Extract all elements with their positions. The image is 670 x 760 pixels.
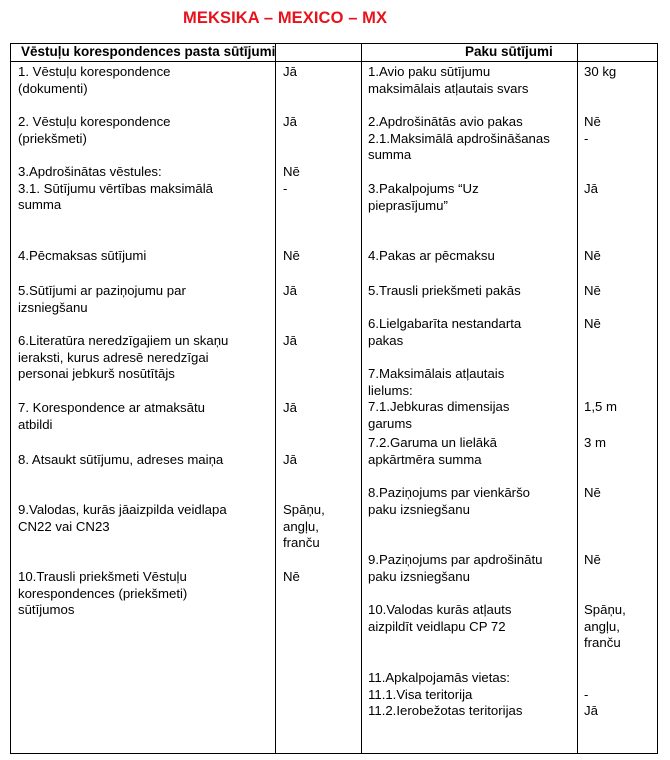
parcels-label-10: 10.Valodas kurās atļauts aizpildīt veidlapu CP 72 bbox=[368, 602, 512, 634]
letters-value-1: Jā bbox=[283, 64, 297, 79]
parcels-value-8: Nē bbox=[584, 485, 601, 500]
parcels-value-2: Nē - bbox=[584, 114, 601, 146]
page-title: MEKSIKA – MEXICO – MX bbox=[183, 9, 388, 27]
letters-value-8: Jā bbox=[283, 452, 297, 467]
parcels-label-2: 2.Apdrošinātās avio pakas 2.1.Maksimālā apdrošināšanas summa bbox=[368, 114, 550, 163]
letters-value-4: Nē bbox=[283, 248, 300, 263]
letters-label-8: 8. Atsaukt sūtījumu, adreses maiņa bbox=[18, 452, 224, 467]
parcels-label-4: 4.Pakas ar pēcmaksu bbox=[368, 248, 495, 263]
parcels-value-7: 1,5 m bbox=[584, 399, 617, 415]
letters-value-7: Jā bbox=[283, 400, 297, 415]
letters-label-9: 9.Valodas, kurās jāaizpilda veidlapa CN22 vai CN23 bbox=[18, 502, 227, 534]
parcels-label-1: 1.Avio paku sūtījumu maksimālais atļautais svars bbox=[368, 64, 529, 96]
header-divider bbox=[10, 61, 658, 62]
parcels-label-8: 8.Paziņojums par vienkāršo paku izsniegšanu bbox=[368, 485, 530, 517]
letters-value-9: Spāņu, angļu, franču bbox=[283, 502, 325, 551]
parcels-value-9: Nē bbox=[584, 552, 601, 567]
parcels-value-5: Nē bbox=[584, 283, 601, 298]
parcels-value-6: Nē bbox=[584, 316, 601, 331]
letters-value-5: Jā bbox=[283, 283, 297, 298]
letters-section-header: Vēstuļu korespondences pasta sūtījumi bbox=[21, 44, 276, 59]
letters-label-10: 10.Trausli priekšmeti Vēstuļu korespondences (priekšmeti) sūtījumos bbox=[18, 569, 188, 618]
column-divider-letters-value bbox=[275, 43, 276, 754]
parcels-label-6: 6.Lielgabarīta nestandarta pakas bbox=[368, 316, 522, 348]
parcels-value-4: Nē bbox=[584, 248, 601, 263]
letters-label-5: 5.Sūtījumi ar paziņojumu par izsniegšanu bbox=[18, 283, 186, 315]
letters-label-1: 1. Vēstuļu korespondence (dokumenti) bbox=[18, 64, 171, 96]
letters-value-3: Nē - bbox=[283, 164, 300, 196]
services-table bbox=[10, 43, 658, 754]
parcels-value-11: - Jā bbox=[584, 686, 598, 719]
letters-label-6: 6.Literatūra neredzīgajiem un skaņu ieraksti, kurus adresē neredzīgai personai jebkurš nosūtītājs bbox=[18, 333, 229, 382]
parcels-label-5: 5.Trausli priekšmeti pakās bbox=[368, 283, 521, 298]
letters-value-6: Jā bbox=[283, 333, 297, 348]
parcels-section-header: Paku sūtījumi bbox=[465, 44, 553, 59]
parcels-label-3: 3.Pakalpojums “Uz pieprasījumu” bbox=[368, 181, 479, 213]
parcels-value-1: 30 kg bbox=[584, 64, 617, 79]
parcels-label-7: 7.Maksimālais atļautais lielums: 7.1.Jebkuras dimensijas garums bbox=[368, 366, 510, 431]
letters-label-4: 4.Pēcmaksas sūtījumi bbox=[18, 248, 147, 263]
parcels-value-3: Jā bbox=[584, 181, 598, 196]
parcels-value-7-2: 3 m bbox=[584, 435, 606, 450]
column-divider-sections bbox=[361, 43, 362, 754]
parcels-label-7-2: 7.2.Garuma un lielākā apkārtmēra summa bbox=[368, 435, 498, 467]
parcels-label-11: 11.Apkalpojamās vietas: 11.1.Visa teritorija 11.2.Ierobežotas teritorijas bbox=[368, 670, 523, 719]
letters-value-10: Nē bbox=[283, 569, 300, 584]
letters-label-2: 2. Vēstuļu korespondence (priekšmeti) bbox=[18, 114, 171, 146]
letters-label-3: 3.Apdrošinātas vēstules: 3.1. Sūtījumu vērtības maksimālā summa bbox=[18, 164, 213, 213]
parcels-label-9: 9.Paziņojums par apdrošinātu paku izsniegšanu bbox=[368, 552, 543, 584]
column-divider-parcels-value bbox=[577, 43, 578, 754]
parcels-value-10: Spāņu, angļu, franču bbox=[584, 602, 626, 651]
letters-label-7: 7. Korespondence ar atmaksātu atbildi bbox=[18, 400, 205, 432]
letters-value-2: Jā bbox=[283, 114, 297, 129]
